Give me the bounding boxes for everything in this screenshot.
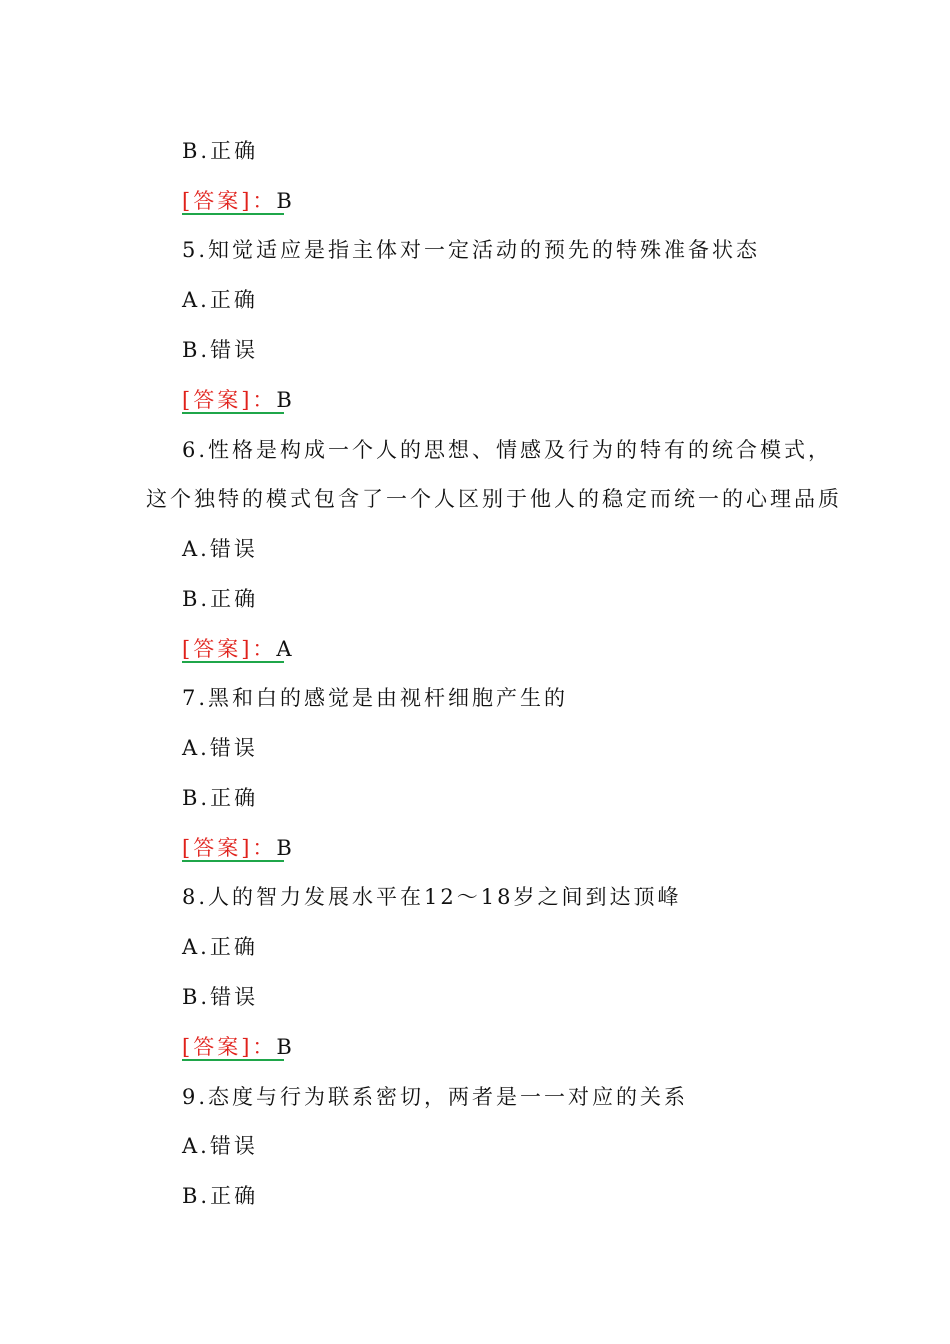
question-line: 7.黑和白的感觉是由视杆细胞产生的 [182, 686, 569, 710]
answer-line [182, 1032, 292, 1062]
answer-tag: [答案]： [182, 186, 276, 216]
option-line: B.正确 [182, 587, 259, 611]
answer-line [182, 634, 292, 664]
answer-value: A [276, 637, 292, 661]
question-line: 9.态度与行为联系密切，两者是一一对应的关系 [182, 1085, 689, 1109]
answer-line [182, 385, 292, 415]
option-line: A.错误 [182, 537, 258, 561]
question-line: 5.知觉适应是指主体对一定活动的预先的特殊准备状态 [182, 238, 761, 262]
answer-tag: [答案]： [182, 1032, 276, 1062]
option-line: B.正确 [182, 786, 259, 810]
answer-value: B [276, 1035, 292, 1059]
answer-line [182, 833, 292, 863]
option-line: A.错误 [182, 736, 258, 760]
option-line: A.正确 [182, 935, 258, 959]
option-line: B.正确 [182, 139, 259, 163]
answer-tag: [答案]： [182, 634, 276, 664]
question-line: 6.性格是构成一个人的思想、情感及行为的特有的统合模式， [182, 438, 833, 462]
answer-tag: [答案]： [182, 385, 276, 415]
option-line: A.正确 [182, 288, 258, 312]
question-continuation-line: 这个独特的模式包含了一个人区别于他人的稳定而统一的心理品质 [146, 487, 842, 511]
answer-value: B [276, 836, 292, 860]
answer-line [182, 186, 292, 216]
answer-tag: [答案]： [182, 833, 276, 863]
option-line: A.错误 [182, 1134, 258, 1158]
option-line: B.错误 [182, 338, 259, 362]
answer-value: B [276, 189, 292, 213]
answer-value: B [276, 388, 292, 412]
option-line: B.错误 [182, 985, 259, 1009]
option-line: B.正确 [182, 1184, 259, 1208]
question-line: 8.人的智力发展水平在12～18岁之间到达顶峰 [182, 885, 682, 909]
